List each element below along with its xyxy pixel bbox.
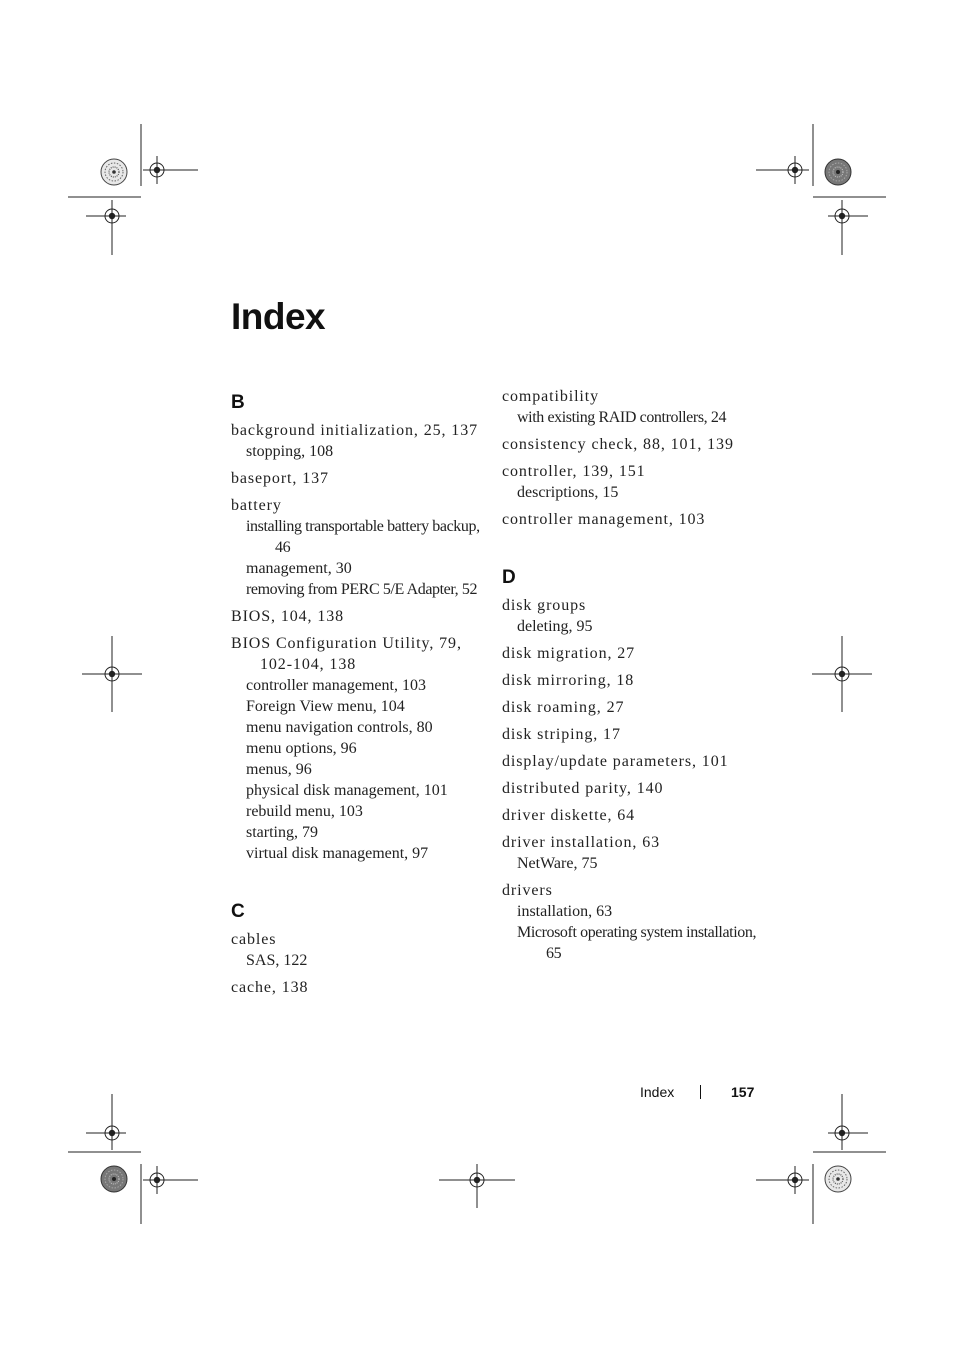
index-subterm: NetWare, 75	[517, 855, 598, 872]
page-footer	[600, 1082, 756, 1102]
index-entry	[231, 929, 496, 971]
index-term: controller management, 103	[502, 511, 706, 528]
index-subterm: Foreign View menu, 104	[246, 698, 405, 715]
index-entry	[231, 468, 496, 489]
index-subterm: removing from PERC 5/E Adapter, 52	[246, 581, 478, 598]
index-term: driver installation, 63	[502, 834, 661, 851]
index-entry	[502, 778, 767, 799]
index-entry	[502, 509, 767, 530]
index-subterm: controller management, 103	[246, 677, 426, 694]
index-term: disk roaming, 27	[502, 699, 625, 716]
index-subterm: starting, 79	[246, 824, 318, 841]
index-term: driver diskette, 64	[502, 807, 636, 824]
index-subterm: rebuild menu, 103	[246, 803, 363, 820]
index-entry	[502, 461, 767, 503]
index-section-c-continued	[502, 386, 767, 530]
index-column-left	[231, 386, 496, 1004]
index-entry	[502, 751, 767, 772]
index-entry	[231, 495, 496, 600]
index-term: distributed parity, 140	[502, 780, 664, 797]
index-subterm: SAS, 122	[246, 952, 308, 969]
index-subterm: stopping, 108	[246, 443, 334, 460]
index-entry	[502, 880, 767, 964]
index-entry	[502, 434, 767, 455]
registration-star-bottom-right	[825, 1166, 851, 1192]
page-title: Index	[231, 296, 326, 337]
index-entry	[502, 805, 767, 826]
index-entry	[231, 420, 496, 462]
index-term: disk migration, 27	[502, 645, 636, 662]
page-number: 157	[731, 1084, 755, 1100]
index-subterm: management, 30	[246, 560, 352, 577]
index-subterm: physical disk management, 101	[246, 782, 448, 799]
index-term: disk striping, 17	[502, 726, 621, 743]
registration-star-top-left	[101, 159, 127, 185]
index-subterm: installation, 63	[517, 903, 613, 920]
index-subterm: descriptions, 15	[517, 484, 619, 501]
index-subterm: deleting, 95	[517, 618, 593, 635]
index-entry	[502, 697, 767, 718]
section-letter-d: D	[502, 567, 516, 588]
index-term: baseport, 137	[231, 470, 329, 487]
index-term: cache, 138	[231, 979, 309, 996]
index-entry	[231, 633, 496, 864]
index-entry	[502, 643, 767, 664]
index-term: battery	[231, 497, 282, 514]
index-subterm: menu navigation controls, 80	[246, 719, 433, 736]
index-term: BIOS, 104, 138	[231, 608, 345, 625]
index-term: disk groups	[502, 597, 587, 614]
index-section-d	[502, 595, 767, 964]
index-subterm: menu options, 96	[246, 740, 357, 757]
index-section-c	[231, 929, 496, 998]
section-letter-c: C	[231, 901, 245, 922]
index-column-right	[502, 386, 767, 970]
index-subterm: installing transportable battery backup, 46	[246, 518, 480, 556]
index-entry	[231, 977, 496, 998]
index-term: consistency check, 88, 101, 139	[502, 436, 734, 453]
registration-star-bottom-left	[101, 1166, 127, 1192]
index-entry	[502, 595, 767, 637]
section-letter-b: B	[231, 392, 245, 413]
index-entry	[231, 606, 496, 627]
footer-label: Index	[640, 1084, 675, 1100]
index-term: background initialization, 25, 137	[231, 422, 478, 439]
index-section-b	[231, 420, 496, 864]
index-entry	[502, 386, 767, 428]
index-entry	[502, 724, 767, 745]
index-subterm: with existing RAID controllers, 24	[517, 409, 727, 426]
index-term: controller, 139, 151	[502, 463, 646, 480]
index-entry	[502, 670, 767, 691]
index-subterm: Microsoft operating system installation, 65	[517, 924, 757, 962]
index-term: drivers	[502, 882, 553, 899]
index-term: BIOS Configuration Utility, 79, 102-104, 138	[231, 635, 462, 673]
index-entry	[502, 832, 767, 874]
registration-star-top-right	[825, 159, 851, 185]
index-subterm: virtual disk management, 97	[246, 845, 429, 862]
index-term: cables	[231, 931, 277, 948]
index-term: compatibility	[502, 388, 600, 405]
index-term: disk mirroring, 18	[502, 672, 635, 689]
index-subterm: menus, 96	[246, 761, 312, 778]
index-term: display/update parameters, 101	[502, 753, 729, 770]
footer-separator	[700, 1085, 701, 1099]
